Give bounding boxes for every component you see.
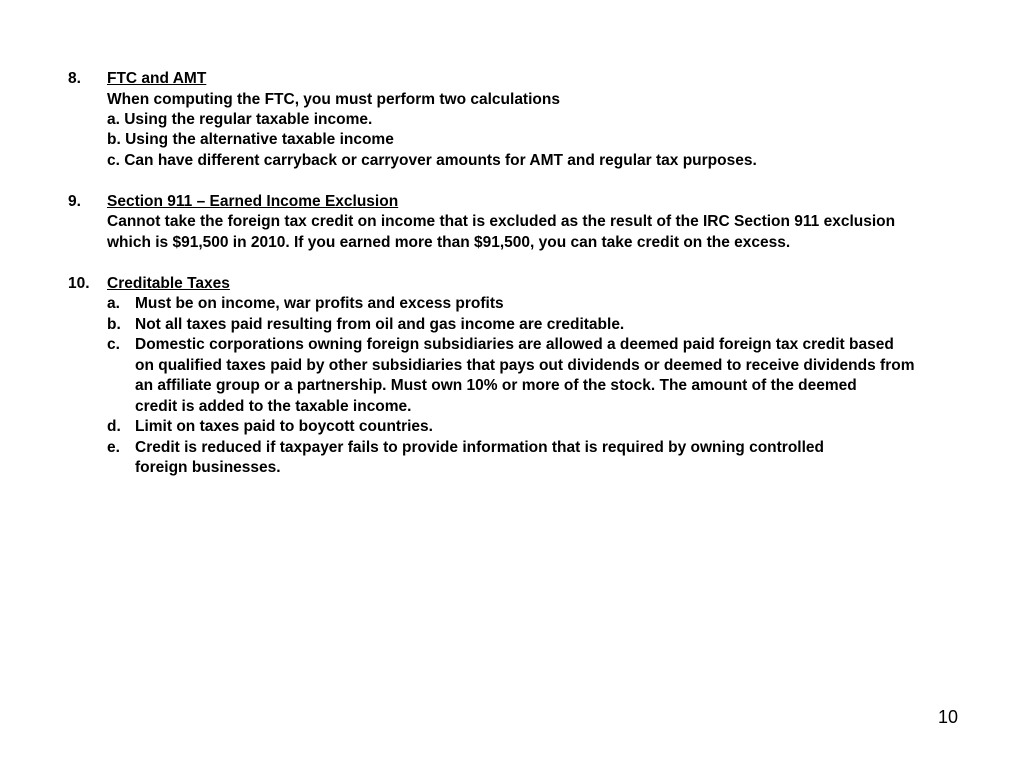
section-text: Cannot take the foreign tax credit on income that is excluded as the result of the IRC Section 911 exclusion [107,213,896,230]
section-number: 8. [68,70,81,87]
list-marker: e. [107,439,120,456]
list-item-text: Limit on taxes paid to boycott countries. [135,418,433,435]
list-item-text: Credit is reduced if taxpayer fails to provide information that is required by owning controlled [135,439,824,456]
list-item-text: c. Can have different carryback or carryover amounts for AMT and regular tax purposes. [107,152,757,169]
list-item-text: foreign businesses. [135,459,281,476]
list-item-text: Domestic corporations owning foreign subsidiaries are allowed a deemed paid foreign tax credit based [135,336,894,353]
list-item-text: an affiliate group or a partnership. Must own 10% or more of the stock. The amount of the deemed [135,377,857,394]
section-heading: Creditable Taxes [107,275,230,292]
list-marker: c. [107,336,120,353]
section-text: which is $91,500 in 2010. If you earned more than $91,500, you can take credit on the excess. [107,234,791,251]
list-item-text: a. Using the regular taxable income. [107,111,373,128]
list-marker: d. [107,418,121,435]
list-item-text: b. Using the alternative taxable income [107,131,394,148]
list-item-text: on qualified taxes paid by other subsidiaries that pays out dividends or deemed to receive dividends from [135,357,915,374]
list-marker: a. [107,295,120,312]
list-item-text: credit is added to the taxable income. [135,398,412,415]
section-number: 10. [68,275,90,292]
list-marker: b. [107,316,121,333]
list-item-text: Not all taxes paid resulting from oil and gas income are creditable. [135,316,625,333]
section-heading: Section 911 – Earned Income Exclusion [107,193,399,210]
section-number: 9. [68,193,81,210]
section-heading: FTC and AMT [107,70,207,87]
page-number: 10 [938,707,959,727]
list-item-text: Must be on income, war profits and excess profits [135,295,504,312]
section-text: When computing the FTC, you must perform two calculations [107,91,560,108]
